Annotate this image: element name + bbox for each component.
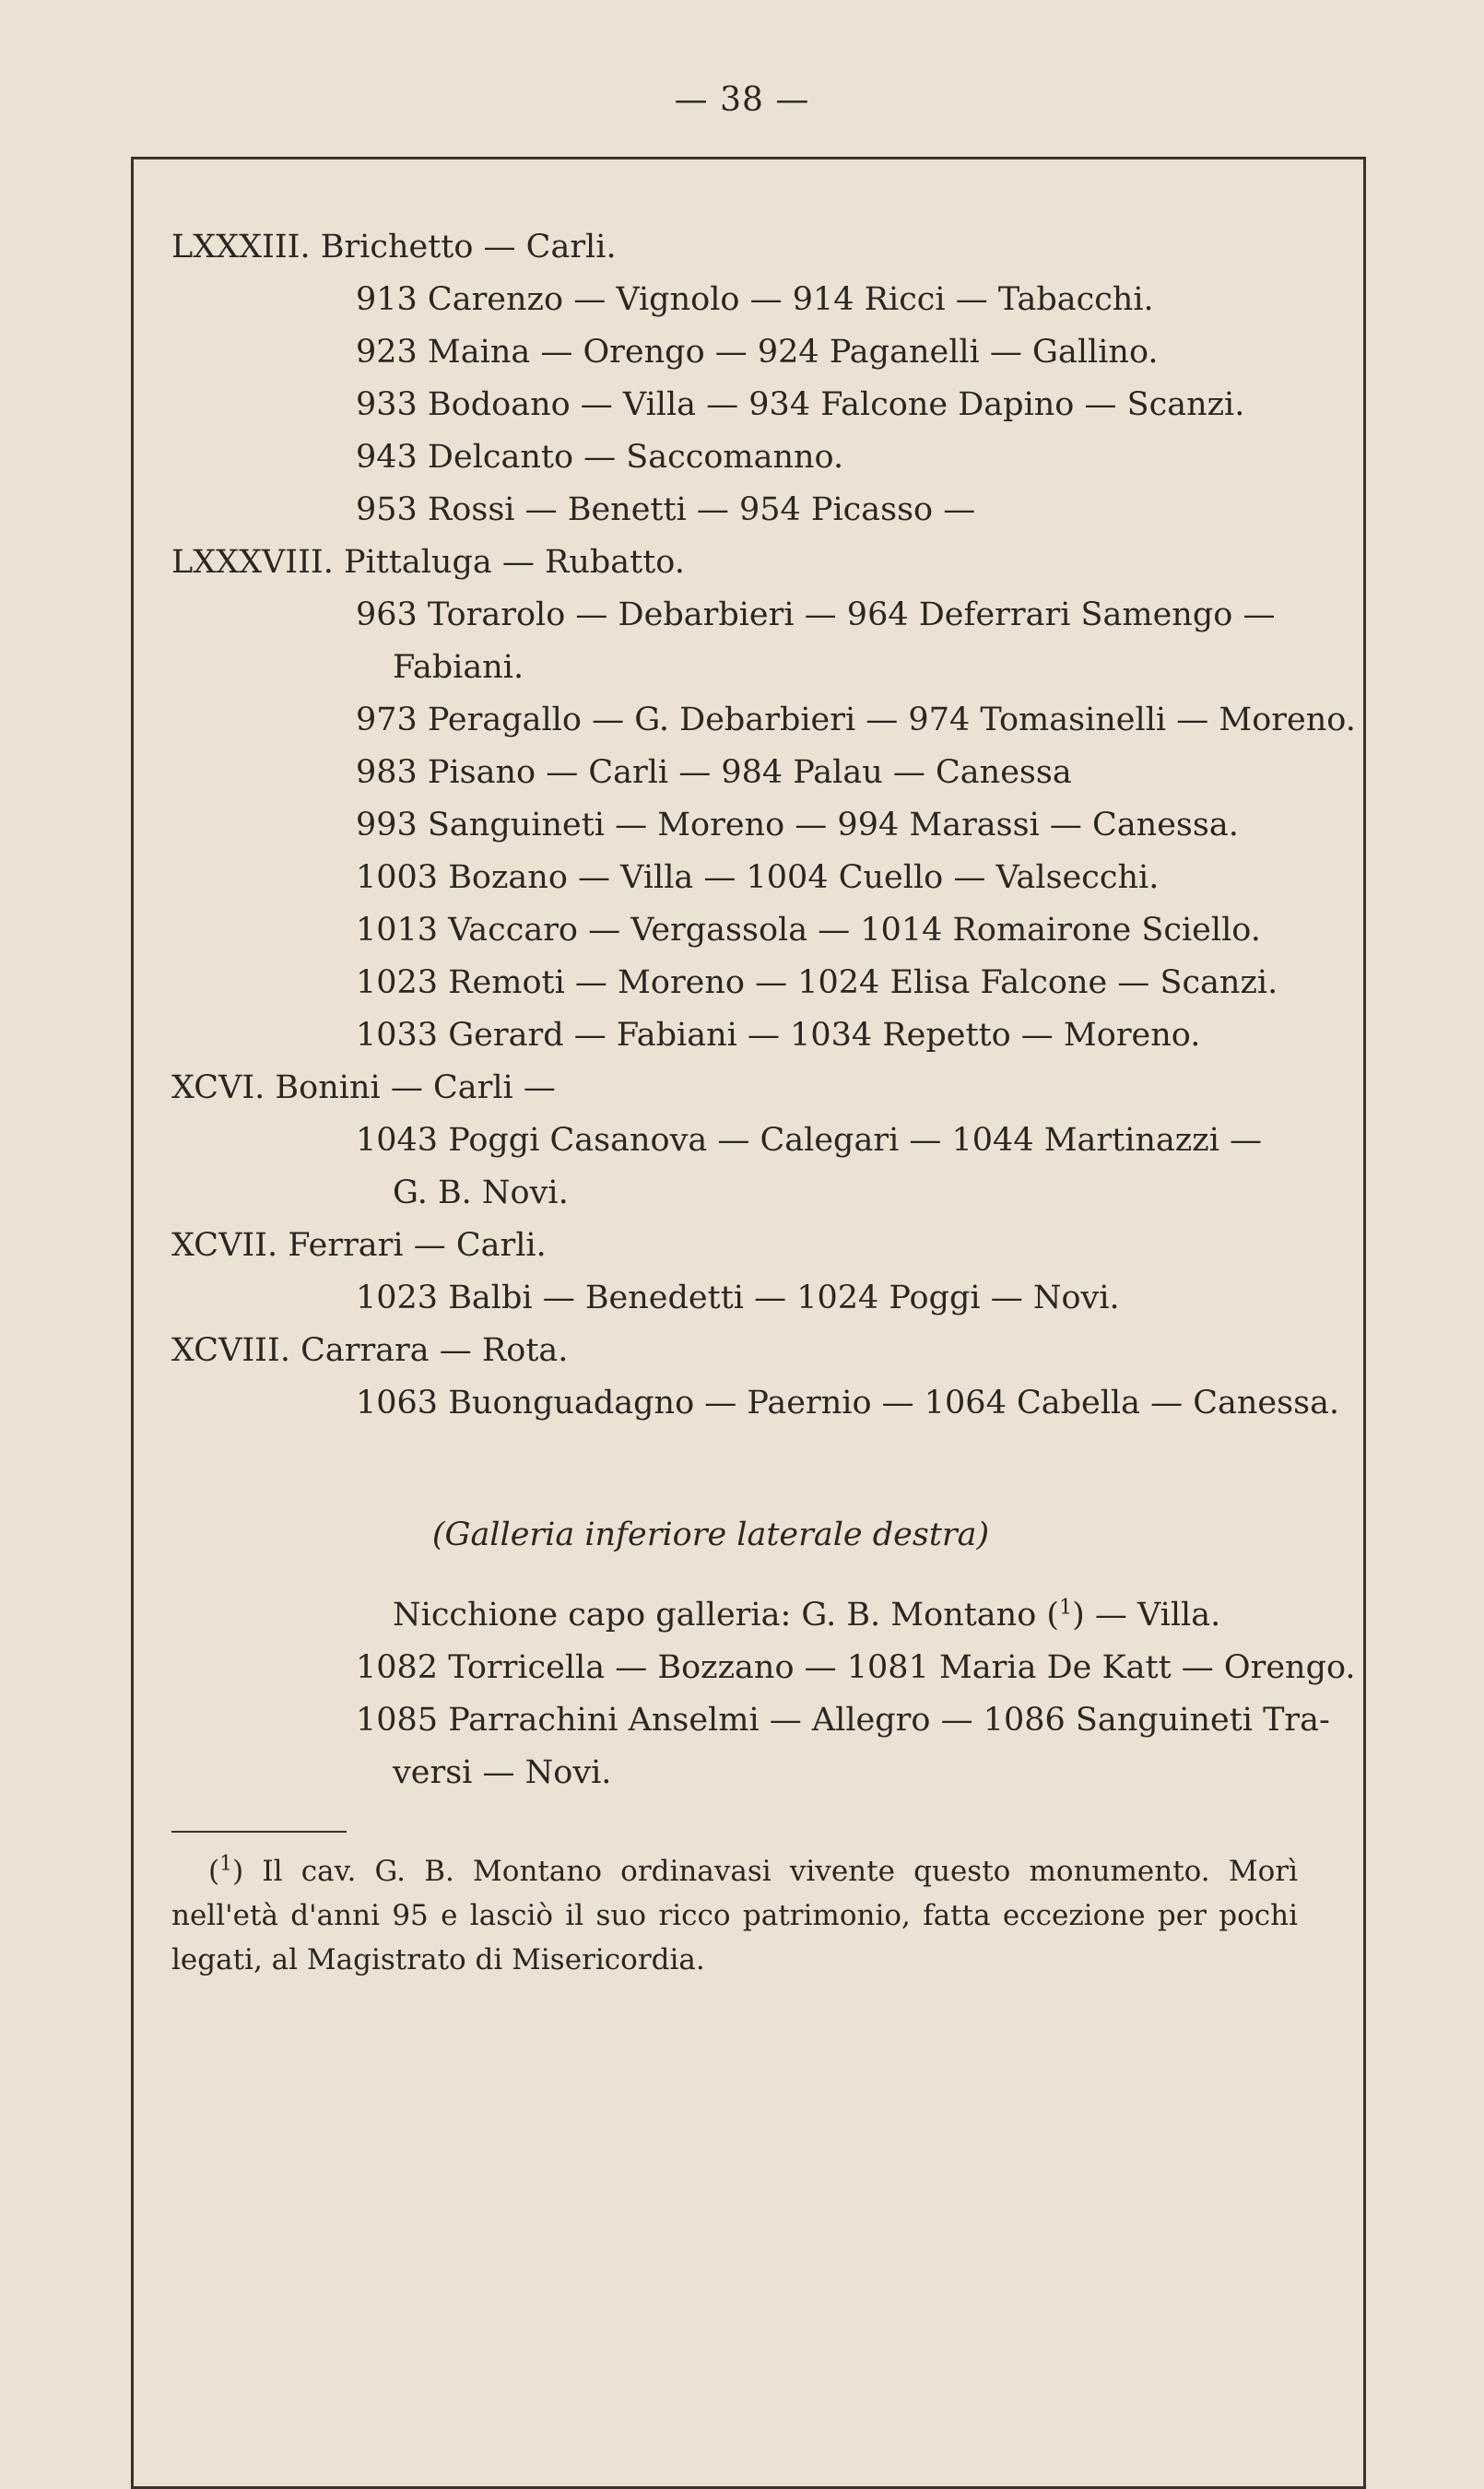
- entries-list: [171, 221, 1356, 1430]
- section-entry-heading: LXXXIII. Brichetto — Carli.: [171, 229, 617, 265]
- footnote: ($^1$) Il cav. G. B. Montano ordinavasi vivente questo monumento. Morì nell'età d'anni 95 e lasciò il suo ricco patrimonio, fatta eccezione per pochi legati, al Magistrato di Misericordia.: [171, 1852, 1298, 1976]
- section-entry-heading: XCVIII. Carrara — Rota.: [171, 1332, 569, 1369]
- entry-line: 1003 Bozano — Villa — 1004 Cuello — Valsecchi.: [356, 859, 1160, 896]
- entry-line: 1033 Gerard — Fabiani — 1034 Repetto — Moreno.: [356, 1017, 1201, 1054]
- page-number: — 38 —: [674, 81, 810, 119]
- entry-line: Fabiani.: [393, 649, 524, 686]
- nicchione-line: [171, 1589, 1333, 1642]
- nicchione-text-end: ) — Villa.: [1072, 1597, 1221, 1634]
- section-entry-heading: XCVI. Bonini — Carli —: [171, 1069, 556, 1106]
- entry-line: 963 Torarolo — Debarbieri — 964 Deferrari Samengo —: [356, 596, 1276, 633]
- section-entry-heading: XCVII. Ferrari — Carli.: [171, 1227, 547, 1264]
- entry-line: 933 Bodoano — Villa — 934 Falcone Dapino — Scanzi.: [356, 386, 1245, 423]
- entry-line-1085: 1085 Parrachini Anselmi — Allegro — 1086 Sanguineti Tra-: [356, 1702, 1330, 1739]
- entry-line: 1063 Buonguadagno — Paernio — 1064 Cabella — Canessa.: [356, 1385, 1340, 1421]
- entry-line: 943 Delcanto — Saccomanno.: [356, 439, 844, 476]
- page-content: [171, 221, 1356, 1982]
- entry-line: 1043 Poggi Casanova — Calegari — 1044 Martinazzi —: [356, 1122, 1263, 1159]
- entry-line: 983 Pisano — Carli — 984 Palau — Canessa: [356, 754, 1072, 791]
- entry-line: G. B. Novi.: [393, 1174, 569, 1211]
- entry-line: 1023 Remoti — Moreno — 1024 Elisa Falcone — Scanzi.: [356, 964, 1278, 1001]
- section-heading: (Galleria inferiore laterale destra): [431, 1516, 990, 1553]
- entry-line: 973 Peragallo — G. Debarbieri — 974 Tomasinelli — Moreno.: [356, 702, 1356, 738]
- nicchione-text-start: Nicchione capo galleria: G. B. Montano (: [393, 1597, 1060, 1634]
- footnote-rule: [171, 1831, 347, 1833]
- entry-line-1082: 1082 Torricella — Bozzano — 1081 Maria De Katt — Orengo.: [356, 1649, 1356, 1686]
- entry-line: 913 Carenzo — Vignolo — 914 Ricci — Tabacchi.: [356, 281, 1154, 318]
- entry-line: 1013 Vaccaro — Vergassola — 1014 Romairone Sciello.: [356, 912, 1261, 949]
- entry-line: 1023 Balbi — Benedetti — 1024 Poggi — Novi.: [356, 1280, 1120, 1316]
- footnote-marker: 1: [219, 1852, 233, 1876]
- footnote-text: Il cav. G. B. Montano ordinavasi vivente questo monumento. Morì nell'età d'anni 95 e lasciò il suo ricco patrimonio, fatta eccezione per pochi legati, al Magistrato di Misericordia.: [171, 1855, 1298, 1976]
- entry-line: 993 Sanguineti — Moreno — 994 Marassi — Canessa.: [356, 807, 1239, 843]
- entry-line: 923 Maina — Orengo — 924 Paganelli — Gallino.: [356, 334, 1159, 371]
- entry-line: 953 Rossi — Benetti — 954 Picasso —: [356, 491, 976, 528]
- entry-line-continuation: versi — Novi.: [393, 1754, 612, 1791]
- footnote-ref: 1: [1059, 1596, 1073, 1620]
- section-entry-heading: LXXXVIII. Pittaluga — Rubatto.: [171, 544, 685, 581]
